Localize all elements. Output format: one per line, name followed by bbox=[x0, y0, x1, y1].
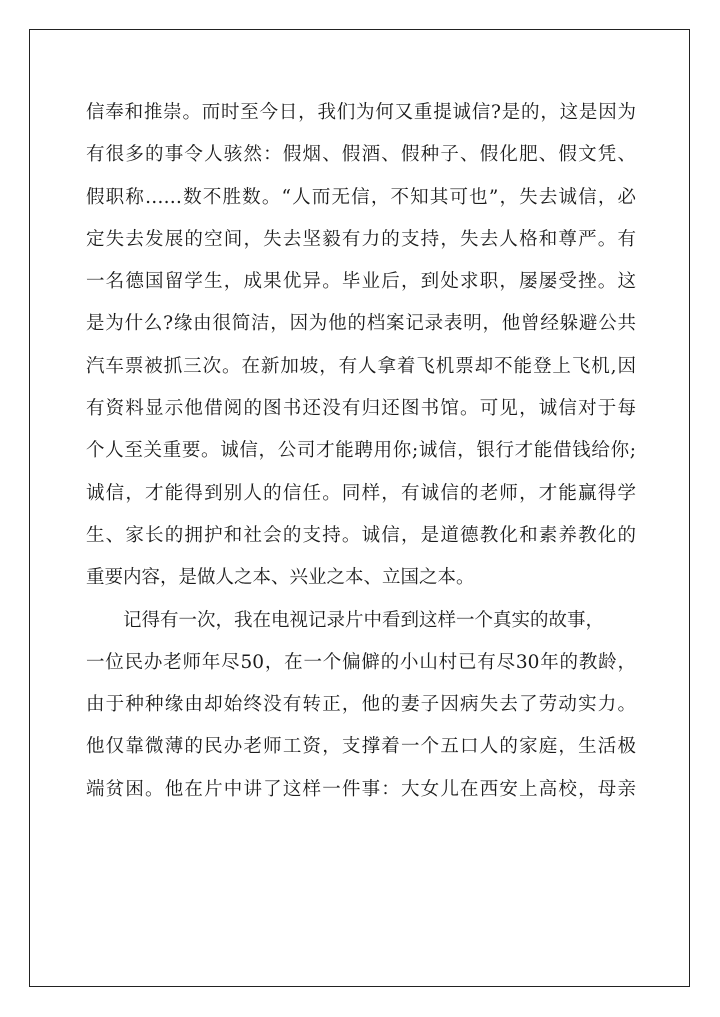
text-line: 一位民办老师年尽50，在一个偏僻的小山村已有尽30年的教龄， bbox=[86, 651, 636, 673]
text-line: 由于种种缘由却始终没有转正，他的妻子因病失去了劳动实力。 bbox=[86, 694, 636, 716]
paragraph-integrity bbox=[86, 92, 636, 600]
text-line: 个人至关重要。诚信，公司才能聘用你;诚信，银行才能借钱给你; bbox=[86, 440, 636, 462]
text-line: 记得有一次，我在电视记录片中看到这样一个真实的故事， bbox=[123, 609, 605, 631]
text-line: 汽车票被抓三次。在新加坡，有人拿着飞机票却不能登上飞机,因 bbox=[86, 355, 636, 377]
text-line: 是为什么?缘由很简洁，因为他的档案记录表明，他曾经躲避公共 bbox=[86, 313, 636, 335]
text-line: 有很多的事令人骇然：假烟、假酒、假种子、假化肥、假文凭、 bbox=[86, 144, 636, 166]
text-line: 定失去发展的空间，失去坚毅有力的支持，失去人格和尊严。有 bbox=[86, 228, 636, 250]
text-line: 生、家长的拥护和社会的支持。诚信，是道德教化和素养教化的 bbox=[86, 524, 636, 546]
text-line: 一名德国留学生，成果优异。毕业后，到处求职，屡屡受挫。这 bbox=[86, 271, 636, 293]
text-line: 信奉和推崇。而时至今日，我们为何又重提诚信?是的，这是因为 bbox=[86, 102, 636, 123]
document-body bbox=[86, 92, 636, 811]
text-line: 他仅靠微薄的民办老师工资，支撑着一个五口人的家庭，生活极 bbox=[86, 736, 636, 758]
text-line: 诚信，才能得到别人的信任。同样，有诚信的老师，才能赢得学 bbox=[86, 482, 636, 504]
paragraph-story bbox=[86, 600, 636, 811]
text-line: 有资料显示他借阅的图书还没有归还图书馆。可见，诚信对于每 bbox=[86, 398, 636, 420]
text-line: 端贫困。他在片中讲了这样一件事：大女儿在西安上高校，母亲 bbox=[86, 778, 636, 800]
text-line: 假职称……数不胜数。“人而无信，不知其可也”，失去诚信，必 bbox=[86, 186, 636, 208]
text-line: 重要内容，是做人之本、兴业之本、立国之本。 bbox=[86, 567, 475, 589]
